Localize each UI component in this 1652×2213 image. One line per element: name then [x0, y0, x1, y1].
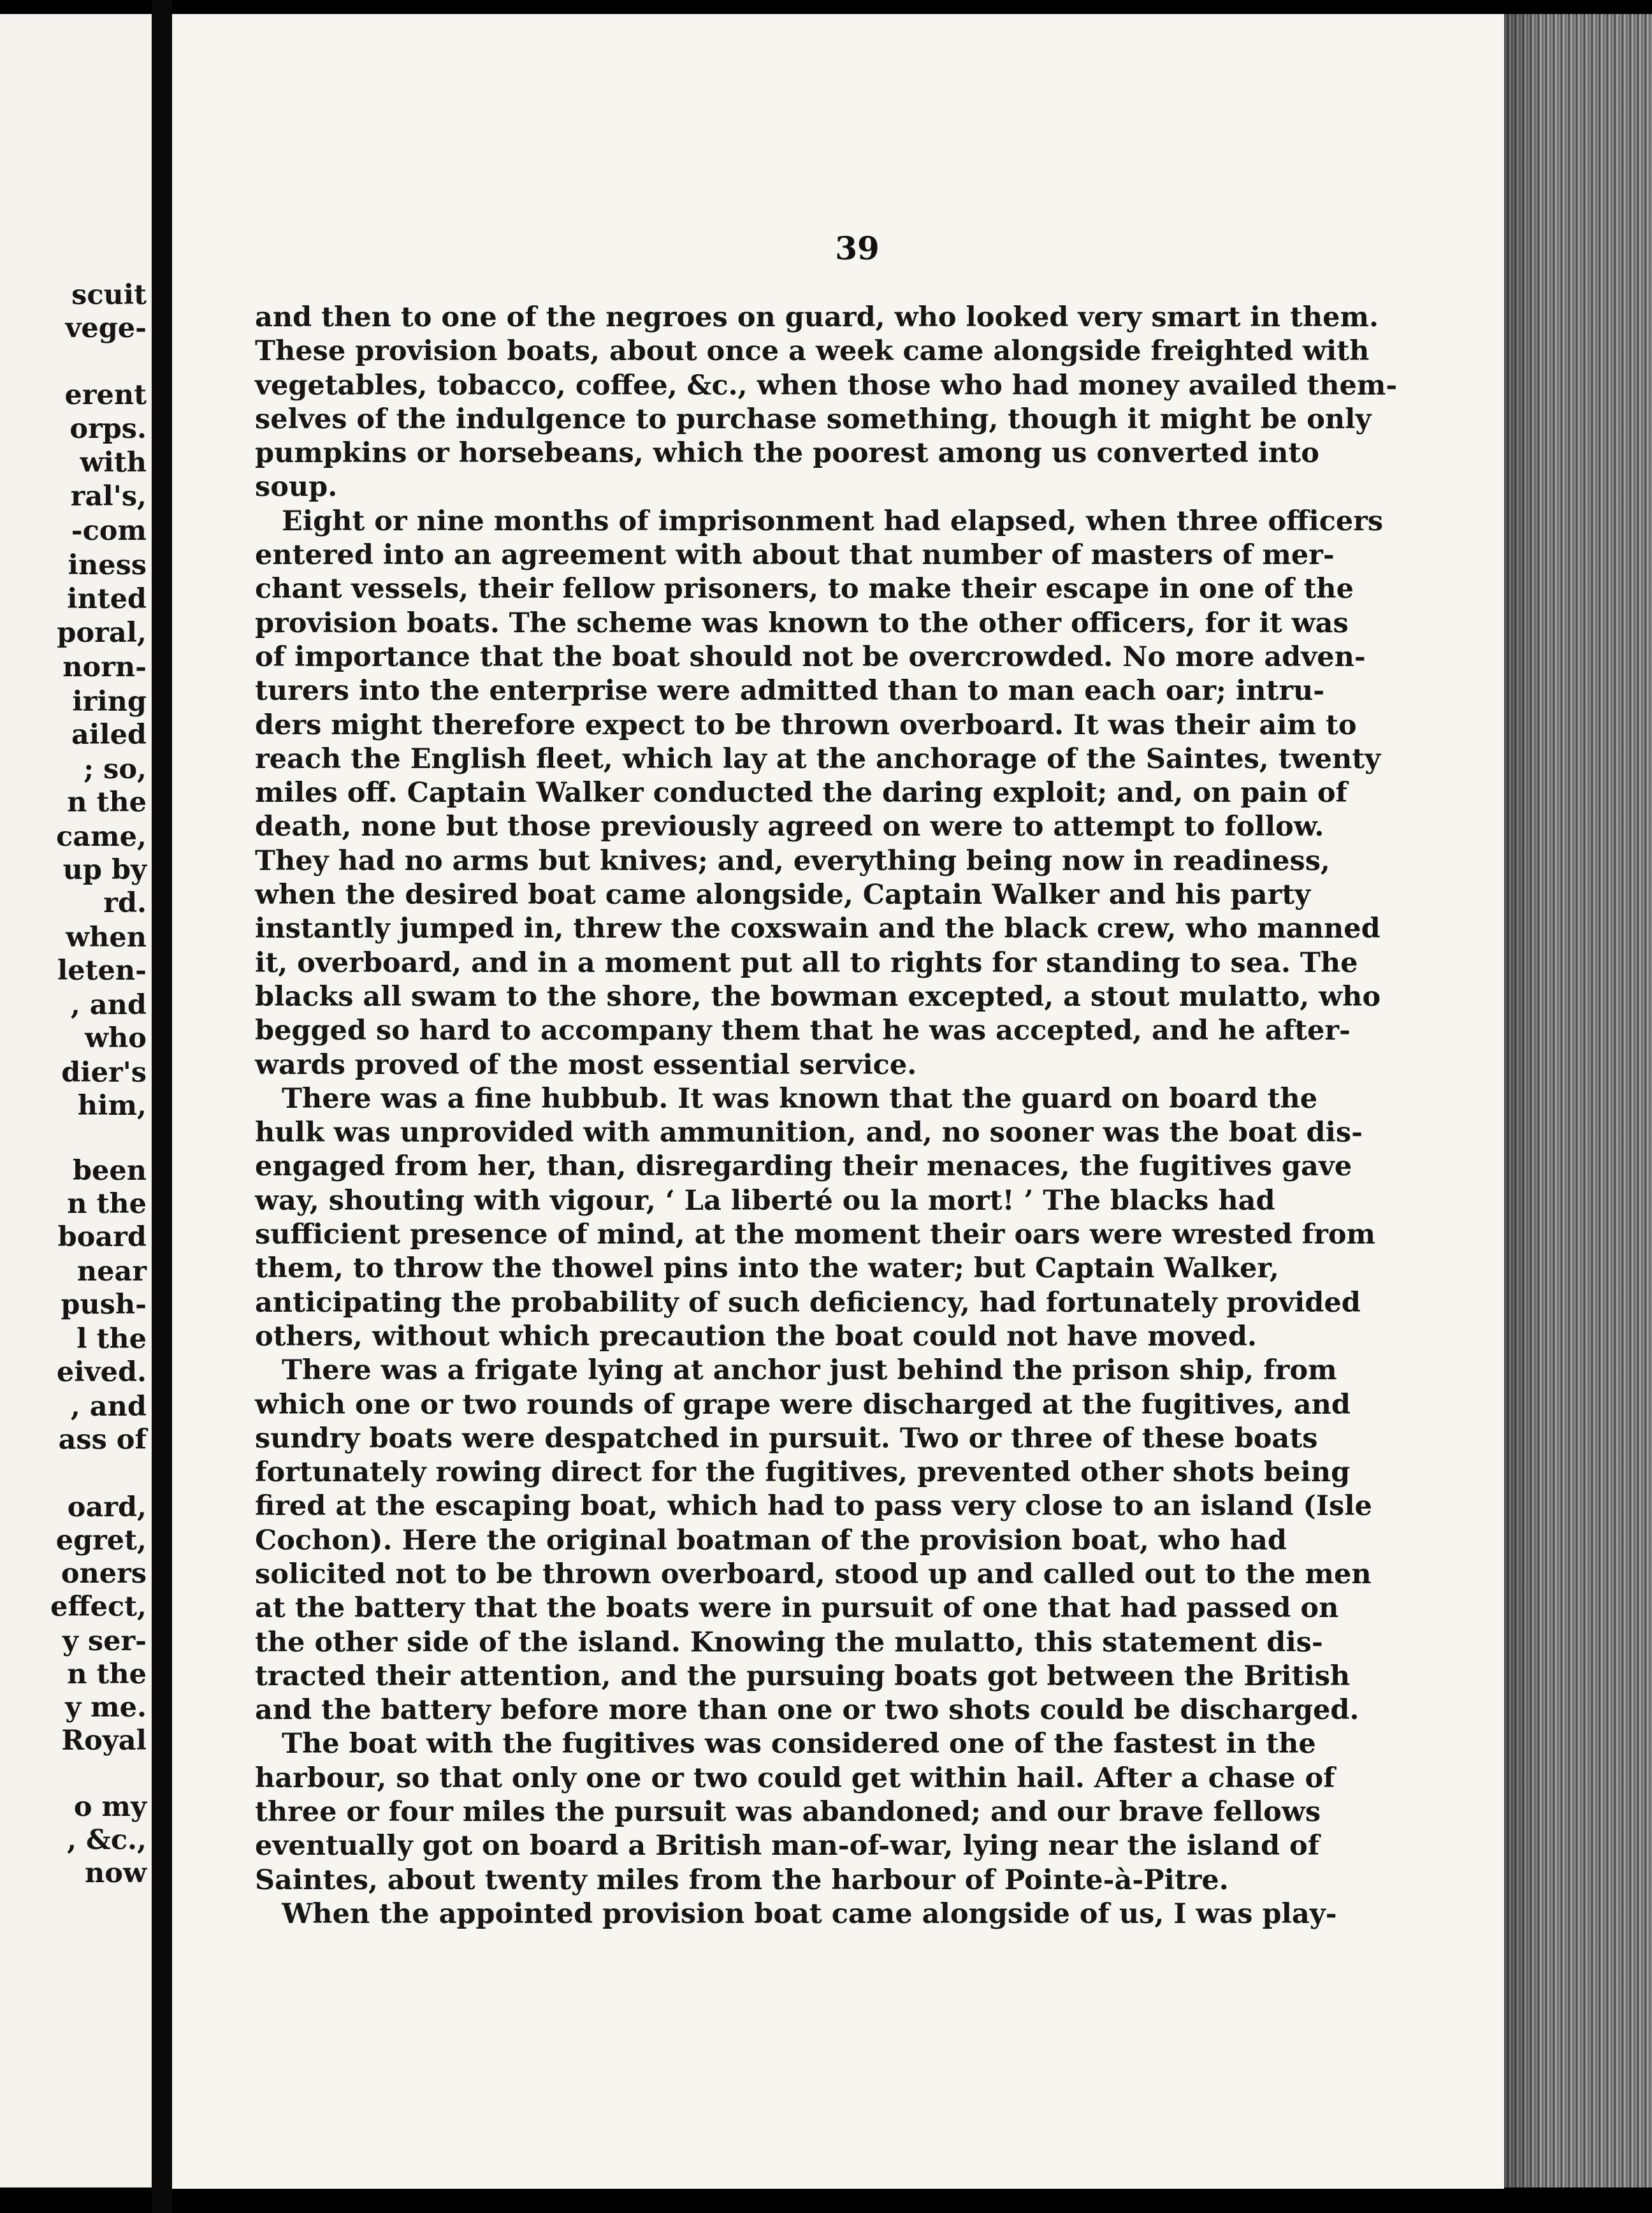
- left-page-fragment: egret,: [55, 1525, 147, 1556]
- left-page-fragment: ailed: [71, 719, 147, 751]
- left-page-fragment: vege-: [65, 312, 147, 344]
- left-page-fragment: board: [57, 1221, 147, 1253]
- left-page-fragment: n the: [67, 1188, 147, 1220]
- left-page-fragment: , &c.,: [67, 1824, 147, 1856]
- text-line: provision boats. The scheme was known to the other officers, for it was: [255, 607, 1349, 639]
- left-page-fragment: -com: [71, 515, 147, 547]
- left-page-fragment: been: [72, 1155, 147, 1187]
- text-line: the other side of the island. Knowing the mulatto, this statement dis-: [255, 1626, 1323, 1658]
- left-page-fragment: inted: [67, 583, 147, 615]
- text-line: reach the English fleet, which lay at the anchorage of the Saintes, twenty: [255, 743, 1381, 775]
- text-line: begged so hard to accompany them that he was accepted, and he after-: [255, 1015, 1351, 1047]
- left-page: [0, 14, 152, 2188]
- text-line: eventually got on board a British man-of-war, lying near the island of: [255, 1830, 1320, 1862]
- text-line: miles off. Captain Walker conducted the daring exploit; and, on pain of: [255, 777, 1347, 809]
- text-line: instantly jumped in, threw the coxswain and the black crew, who manned: [255, 913, 1380, 945]
- left-page-fragment: eived.: [56, 1356, 147, 1388]
- left-page-fragment: ass of: [58, 1424, 147, 1456]
- left-page-fragment: scuit: [71, 279, 147, 311]
- text-line: soup.: [255, 471, 338, 504]
- left-page-fragment: , and: [70, 1391, 147, 1423]
- left-page-fragment: dier's: [61, 1057, 147, 1089]
- left-page-fragment: y me.: [65, 1692, 147, 1723]
- left-page-fragment: l the: [76, 1323, 147, 1355]
- page-number: 39: [835, 229, 880, 267]
- text-line: The boat with the fugitives was considered one of the fastest in the: [282, 1728, 1316, 1760]
- text-line: solicited not to be thrown overboard, stood up and called out to the men: [255, 1558, 1372, 1590]
- left-page-fragment: ral's,: [70, 481, 147, 512]
- left-page-fragment: norn-: [62, 651, 147, 683]
- text-line: and then to one of the negroes on guard, who looked very smart in them.: [255, 301, 1379, 333]
- fore-edge-shadow: [1504, 14, 1542, 2188]
- left-page-fragment: with: [80, 447, 147, 479]
- text-line: selves of the indulgence to purchase something, though it might be only: [255, 403, 1372, 435]
- text-line: tracted their attention, and the pursuing boats got between the British: [255, 1660, 1351, 1692]
- text-line: engaged from her, than, disregarding their menaces, the fugitives gave: [255, 1150, 1352, 1183]
- text-line: There was a fine hubbub. It was known that the guard on board the: [282, 1082, 1318, 1115]
- left-page-fragment: him,: [77, 1090, 147, 1122]
- text-line: harbour, so that only one or two could get within hail. After a chase of: [255, 1762, 1335, 1794]
- left-page-fragment: leten-: [57, 955, 147, 987]
- left-page-fragment: Royal: [61, 1725, 147, 1757]
- text-line: chant vessels, their fellow prisoners, to make their escape in one of the: [255, 573, 1354, 606]
- text-line: them, to throw the thowel pins into the water; but Captain Walker,: [255, 1252, 1279, 1285]
- left-page-fragment: up by: [62, 854, 147, 886]
- text-line: anticipating the probability of such deficiency, had fortunately provided: [255, 1286, 1361, 1319]
- left-page-fragment: now: [85, 1857, 147, 1889]
- book-gutter: [152, 0, 172, 2213]
- text-line: Cochon). Here the original boatman of the provision boat, who had: [255, 1524, 1287, 1556]
- left-page-fragment: rd.: [103, 887, 147, 919]
- left-page-fragment: who: [85, 1022, 147, 1054]
- text-line: When the appointed provision boat came alongside of us, I was play-: [282, 1897, 1337, 1930]
- text-line: Saintes, about twenty miles from the harbour of Pointe-à-Pitre.: [255, 1864, 1229, 1896]
- left-page-fragment: push-: [61, 1289, 147, 1321]
- text-line: fired at the escaping boat, which had to pass very close to an island (Isle: [255, 1490, 1372, 1523]
- left-page-fragment: when: [66, 922, 147, 954]
- body-text: [255, 301, 1398, 1931]
- left-page-fragment: iness: [68, 549, 147, 581]
- text-line: hulk was unprovided with ammunition, and, no sooner was the boat dis-: [255, 1117, 1363, 1149]
- left-page-fragment: oners: [61, 1558, 147, 1590]
- text-line: fortunately rowing direct for the fugitives, prevented other shots being: [255, 1456, 1351, 1489]
- text-line: when the desired boat came alongside, Captain Walker and his party: [255, 879, 1311, 911]
- text-line: turers into the enterprise were admitted than to man each oar; intru-: [255, 675, 1325, 707]
- left-page-fragment: erent: [64, 379, 147, 411]
- text-line: entered into an agreement with about that number of masters of mer-: [255, 539, 1335, 572]
- left-page-fragment: , and: [70, 989, 147, 1021]
- text-line: They had no arms but knives; and, everything being now in readiness,: [255, 845, 1330, 877]
- left-page-fragment: effect,: [50, 1591, 147, 1623]
- text-line: Eight or nine months of imprisonment had elapsed, when three officers: [282, 505, 1384, 537]
- left-page-fragment: n the: [67, 1658, 147, 1690]
- text-line: death, none but those previously agreed on were to attempt to follow.: [255, 811, 1324, 843]
- text-line: sundry boats were despatched in pursuit. Two or three of these boats: [255, 1422, 1318, 1455]
- left-page-fragment: iring: [72, 686, 147, 718]
- text-line: These provision boats, about once a week came alongside freighted with: [255, 335, 1370, 368]
- text-line: which one or two rounds of grape were discharged at the fugitives, and: [255, 1388, 1351, 1421]
- text-line: way, shouting with vigour, ‘ La liberté ou la mort! ’ The blacks had: [255, 1184, 1275, 1217]
- left-page-fragment: ; so,: [83, 753, 147, 785]
- left-page-fragment: near: [76, 1256, 147, 1288]
- text-line: at the battery that the boats were in pursuit of one that had passed on: [255, 1592, 1339, 1625]
- text-line: others, without which precaution the boat could not have moved.: [255, 1320, 1257, 1353]
- text-line: of importance that the boat should not be overcrowded. No more adven-: [255, 641, 1366, 673]
- text-line: ders might therefore expect to be thrown overboard. It was their aim to: [255, 709, 1357, 741]
- left-page-fragment: y ser-: [62, 1625, 147, 1657]
- text-line: and the battery before more than one or two shots could be discharged.: [255, 1694, 1359, 1727]
- text-line: vegetables, tobacco, coffee, &c., when those who had money availed them-: [255, 369, 1398, 402]
- right-page: [172, 14, 1504, 2189]
- text-line: wards proved of the most essential service.: [255, 1048, 917, 1081]
- left-page-fragment: oard,: [67, 1491, 147, 1523]
- left-page-fragment: came,: [56, 821, 147, 853]
- left-page-fragment: poral,: [57, 617, 147, 649]
- text-line: There was a frigate lying at anchor just behind the prison ship, from: [282, 1354, 1337, 1387]
- left-page-fragment: n the: [67, 787, 147, 818]
- text-line: three or four miles the pursuit was abandoned; and our brave fellows: [255, 1796, 1321, 1829]
- left-page-fragment: orps.: [69, 413, 147, 445]
- text-line: it, overboard, and in a moment put all to rights for standing to sea. The: [255, 947, 1358, 979]
- text-line: blacks all swam to the shore, the bowman excepted, a stout mulatto, who: [255, 980, 1381, 1013]
- left-page-fragment: o my: [73, 1791, 147, 1823]
- text-line: pumpkins or horsebeans, which the poorest among us converted into: [255, 437, 1319, 470]
- text-line: sufficient presence of mind, at the moment their oars were wrested from: [255, 1219, 1376, 1251]
